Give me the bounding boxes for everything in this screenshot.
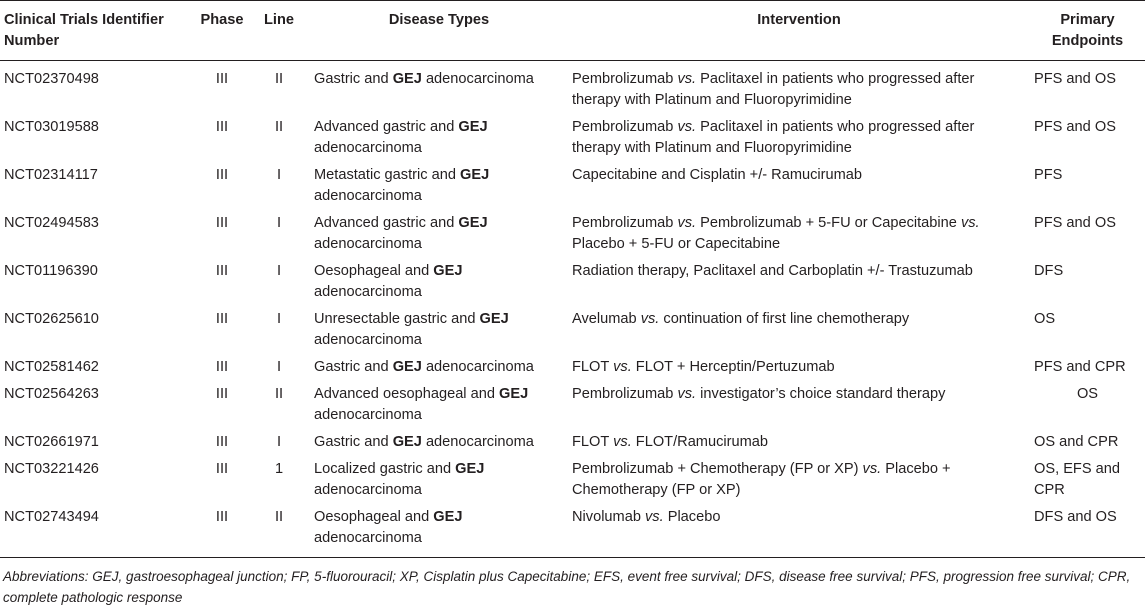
trial-line: I	[276, 311, 282, 327]
trial-line: I	[276, 434, 282, 450]
trial-line: 1	[274, 461, 284, 477]
trial-phase: III	[215, 434, 229, 450]
intervention-text: Capecitabine and Cisplatin +/- Ramucirumab	[572, 167, 862, 183]
primary-endpoints: DFS and OS	[1030, 501, 1145, 558]
trial-identifier: NCT02370498	[4, 71, 99, 87]
disease-type	[310, 61, 568, 112]
disease-text: adenocarcinoma	[314, 284, 422, 300]
versus-label: vs.	[677, 71, 697, 87]
header-disease-types: Disease Types	[310, 1, 568, 61]
disease-type	[310, 351, 568, 378]
intervention-text: Pembrolizumab + 5-FU or Capecitabine	[696, 215, 961, 231]
disease-text: adenocarcinoma	[314, 530, 422, 546]
header-identifier: Clinical Trials Identifier Number	[0, 1, 196, 61]
disease-type	[310, 111, 568, 159]
trial-identifier: NCT03221426	[4, 461, 99, 477]
intervention	[568, 501, 1030, 558]
table-row	[0, 453, 1145, 501]
intervention-text: FLOT	[572, 359, 614, 375]
primary-endpoints: DFS	[1034, 263, 1064, 279]
gej-label: GEJ	[479, 311, 509, 327]
disease-type	[310, 378, 568, 426]
trial-phase: III	[196, 501, 248, 558]
disease-text: Metastatic gastric and	[314, 167, 461, 183]
intervention-text: Pembrolizumab	[572, 119, 678, 135]
gej-label: GEJ	[392, 359, 422, 375]
versus-label: vs.	[645, 509, 664, 525]
trial-line: II	[274, 386, 284, 402]
table-row	[0, 207, 1145, 255]
disease-text: Advanced gastric and	[314, 215, 459, 231]
intervention-text: FLOT	[572, 434, 614, 450]
disease-text: Unresectable gastric and	[314, 311, 480, 327]
intervention-text: FLOT/Ramucirumab	[631, 434, 768, 450]
intervention	[568, 378, 1030, 426]
trial-phase: III	[215, 386, 229, 402]
trial-line: I	[276, 215, 282, 231]
intervention-text: Pembrolizumab	[572, 386, 678, 402]
versus-label: vs.	[677, 119, 697, 135]
table-row	[0, 111, 1145, 159]
trial-phase: III	[215, 71, 229, 87]
intervention	[568, 159, 1030, 207]
disease-text: Gastric and	[314, 359, 393, 375]
trial-phase: III	[215, 167, 229, 183]
disease-type	[310, 207, 568, 255]
intervention	[568, 255, 1030, 303]
disease-text: adenocarcinoma	[314, 236, 422, 252]
intervention	[568, 207, 1030, 255]
disease-type	[310, 255, 568, 303]
trial-line: I	[276, 167, 282, 183]
gej-label: GEJ	[458, 215, 488, 231]
primary-endpoints: OS	[1076, 386, 1099, 402]
gej-label: GEJ	[433, 263, 463, 279]
trial-identifier: NCT02661971	[4, 434, 99, 450]
disease-text: Advanced oesophageal and	[314, 386, 500, 402]
trial-phase: III	[215, 311, 229, 327]
gej-label: GEJ	[458, 119, 488, 135]
trial-line: II	[274, 119, 284, 135]
versus-label: vs.	[613, 359, 632, 375]
disease-text: Oesophageal and	[314, 263, 434, 279]
versus-label: vs.	[640, 311, 660, 327]
disease-text: adenocarcinoma	[421, 434, 534, 450]
disease-text: adenocarcinoma	[314, 188, 422, 204]
primary-endpoints: PFS and CPR	[1034, 359, 1126, 375]
table-row	[0, 426, 1145, 453]
disease-text: Gastric and	[314, 71, 393, 87]
disease-type	[310, 501, 568, 558]
gej-label: GEJ	[499, 386, 529, 402]
primary-endpoints: PFS	[1034, 167, 1063, 183]
trial-identifier: NCT02494583	[4, 215, 99, 231]
intervention-text: continuation of first line chemotherapy	[659, 311, 910, 327]
trial-identifier: NCT01196390	[4, 263, 98, 279]
primary-endpoints: OS and CPR	[1034, 434, 1119, 450]
trial-phase: III	[215, 119, 229, 135]
versus-label: vs.	[677, 386, 697, 402]
intervention-text: Placebo	[663, 509, 721, 525]
trial-line: II	[248, 501, 310, 558]
disease-text: adenocarcinoma	[421, 359, 534, 375]
intervention-text: Avelumab	[572, 311, 641, 327]
intervention-text: Pembrolizumab	[572, 71, 678, 87]
primary-endpoints: OS	[1034, 311, 1056, 327]
trial-phase: III	[215, 263, 229, 279]
disease-type	[310, 453, 568, 501]
abbreviations-footnote: Abbreviations: GEJ, gastroesophageal junction; FP, 5-fluorouracil; XP, Cisplatin plus Capecitabine; EFS, event free survival; DFS, disease free survival; PFS, progression free survival; CPR, complete pathologic response	[3, 569, 1131, 605]
disease-type	[310, 159, 568, 207]
primary-endpoints: PFS and OS	[1034, 71, 1116, 87]
trial-phase: III	[215, 359, 229, 375]
intervention-text: Radiation therapy, Paclitaxel and Carboplatin +/- Trastuzumab	[572, 263, 973, 279]
primary-endpoints: PFS and OS	[1034, 215, 1116, 231]
versus-label: vs.	[960, 215, 980, 231]
trial-line: II	[274, 71, 284, 87]
table-row	[0, 303, 1145, 351]
trial-identifier: NCT02743494	[0, 501, 196, 558]
primary-endpoints: PFS and OS	[1034, 119, 1116, 135]
table-row	[0, 255, 1145, 303]
disease-text: adenocarcinoma	[421, 71, 534, 87]
trial-identifier: NCT03019588	[4, 119, 99, 135]
intervention-text: investigator’s choice standard therapy	[696, 386, 946, 402]
intervention-text: Placebo + Chemotherapy (FP or XP)	[572, 461, 951, 498]
disease-text: adenocarcinoma	[314, 332, 422, 348]
versus-label: vs.	[677, 215, 697, 231]
disease-text: adenocarcinoma	[314, 407, 422, 423]
disease-text: adenocarcinoma	[314, 140, 422, 156]
intervention	[568, 61, 1030, 112]
header-phase: Phase	[196, 1, 248, 61]
table-body	[0, 61, 1145, 558]
trial-line: I	[276, 359, 282, 375]
header-primary-endpoints: Primary Endpoints	[1030, 1, 1145, 61]
intervention-text: FLOT + Herceptin/Pertuzumab	[631, 359, 835, 375]
trial-identifier: NCT02581462	[4, 359, 99, 375]
intervention	[568, 426, 1030, 453]
disease-type	[310, 426, 568, 453]
disease-text: Localized gastric and	[314, 461, 456, 477]
intervention-text: Nivolumab	[572, 509, 645, 525]
versus-label: vs.	[862, 461, 882, 477]
intervention-text: Paclitaxel in patients who progressed after therapy with Platinum and Fluoropyrimidine	[572, 119, 975, 156]
table-row	[0, 501, 1145, 558]
trial-line: I	[276, 263, 282, 279]
gej-label: GEJ	[392, 434, 422, 450]
gej-label: GEJ	[392, 71, 422, 87]
gej-label: GEJ	[460, 167, 490, 183]
intervention	[568, 303, 1030, 351]
disease-type	[310, 303, 568, 351]
intervention	[568, 351, 1030, 378]
gej-label: GEJ	[455, 461, 485, 477]
table-row	[0, 378, 1145, 426]
trial-phase: III	[215, 215, 229, 231]
header-row	[0, 1, 1145, 61]
trial-identifier: NCT02314117	[4, 167, 98, 183]
disease-text: Advanced gastric and	[314, 119, 459, 135]
header-intervention: Intervention	[568, 1, 1030, 61]
header-line: Line	[248, 1, 310, 61]
versus-label: vs.	[613, 434, 632, 450]
table-row	[0, 159, 1145, 207]
disease-text: Oesophageal and	[314, 509, 434, 525]
trial-identifier: NCT02625610	[4, 311, 99, 327]
table-row	[0, 351, 1145, 378]
trial-phase: III	[215, 461, 229, 477]
table-row	[0, 61, 1145, 112]
gej-label: GEJ	[433, 509, 463, 525]
disease-text: Gastric and	[314, 434, 393, 450]
intervention	[568, 111, 1030, 159]
disease-text: adenocarcinoma	[314, 482, 422, 498]
primary-endpoints: OS, EFS and CPR	[1034, 461, 1120, 498]
intervention-text: Placebo + 5-FU or Capecitabine	[572, 236, 781, 252]
intervention	[568, 453, 1030, 501]
intervention-text: Pembrolizumab + Chemotherapy (FP or XP)	[572, 461, 863, 477]
intervention-text: Pembrolizumab	[572, 215, 678, 231]
table-header	[0, 1, 1145, 61]
trial-identifier: NCT02564263	[4, 386, 99, 402]
intervention-text: Paclitaxel in patients who progressed after therapy with Platinum and Fluoropyrimidine	[572, 71, 975, 108]
